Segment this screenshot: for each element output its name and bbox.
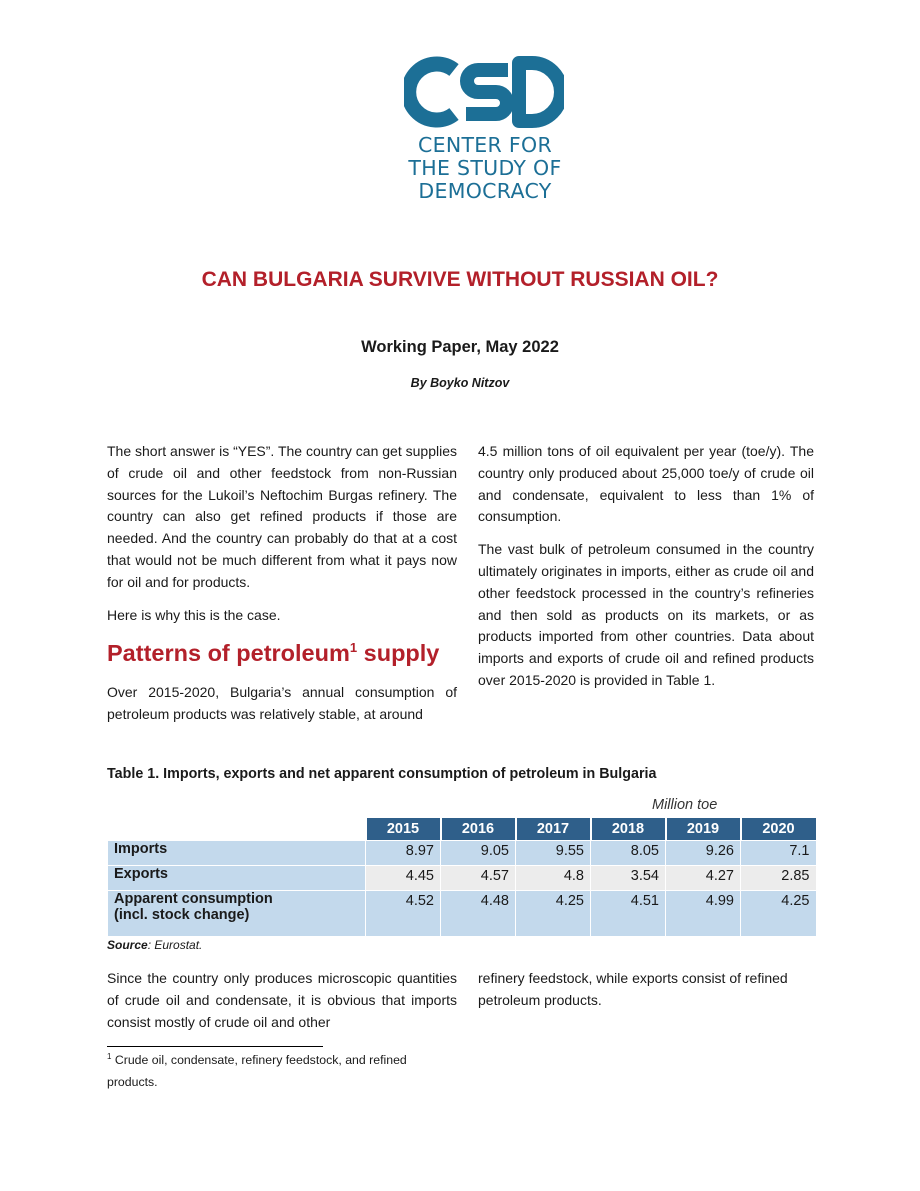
table-cell: 4.52 xyxy=(366,891,441,937)
table-cell: 4.57 xyxy=(441,866,516,891)
csd-logo-mark xyxy=(404,56,564,128)
source-text: : Eurostat. xyxy=(147,938,203,952)
footnote-ref[interactable]: 1 xyxy=(349,640,358,656)
source-label: Source xyxy=(107,938,148,952)
table-row xyxy=(108,891,816,937)
table-source xyxy=(107,938,202,952)
table-cell: 3.54 xyxy=(591,866,666,891)
row-label xyxy=(108,891,366,937)
body-column-left xyxy=(107,441,457,737)
footnote-divider xyxy=(107,1046,323,1047)
table-cell: 8.97 xyxy=(366,841,441,866)
table-cell: 4.27 xyxy=(666,866,741,891)
table-cell: 4.99 xyxy=(666,891,741,937)
paragraph-imports: The vast bulk of petroleum consumed in the country ultimately originates in imports, either as crude oil and other feedstock processed in the country’s refineries and then sold as products on its markets, or as products imported from other countries. Data about imports and exports of crude oil and refined products over 2015-2020 is provided in Table 1. xyxy=(478,541,814,688)
table-row xyxy=(108,841,816,866)
table-cell: 8.05 xyxy=(591,841,666,866)
table-cell: 4.25 xyxy=(741,891,816,937)
table-row xyxy=(108,866,816,891)
section-heading xyxy=(107,638,457,668)
paragraph-why: Here is why this is the case. xyxy=(107,606,281,623)
table-corner xyxy=(108,818,366,841)
logo-wordmark xyxy=(406,134,564,203)
logo-line-2: THE STUDY OF xyxy=(408,156,562,180)
paper-subtitle: Working Paper, May 2022 xyxy=(361,338,559,356)
table-cell: 9.05 xyxy=(441,841,516,866)
year-header: 2016 xyxy=(441,818,516,841)
logo-line-3: DEMOCRACY xyxy=(418,179,552,203)
table-caption: Table 1. Imports, exports and net apparent consumption of petroleum in Bulgaria xyxy=(107,766,657,782)
table-cell: 4.8 xyxy=(516,866,591,891)
paragraph-imports-composition: Since the country only produces microscopic quantities of crude oil and condensate, it is obvious that imports consist mostly of crude oil and other xyxy=(107,970,457,1030)
table-cell: 7.1 xyxy=(741,841,816,866)
row-label: Exports xyxy=(108,866,366,891)
csd-logo xyxy=(404,56,564,206)
author-byline: By Boyko Nitzov xyxy=(410,376,510,390)
paragraph-consumption: Over 2015-2020, Bulgaria’s annual consumption of petroleum products was relatively stable, at around xyxy=(107,684,457,723)
year-header: 2015 xyxy=(366,818,441,841)
paper-title: CAN BULGARIA SURVIVE WITHOUT RUSSIAN OIL? xyxy=(201,268,719,291)
row-label-line-1: Apparent consumption xyxy=(114,891,273,907)
table-cell: 4.48 xyxy=(441,891,516,937)
table-header-row xyxy=(108,818,816,841)
body-column-left-lower xyxy=(107,968,457,1044)
body-column-right-lower xyxy=(478,968,814,1023)
paragraph-production: 4.5 million tons of oil equivalent per year (toe/y). The country only produced about 25,000 toe/y of crude oil and condensate, equivalent to less than 1% of consumption. xyxy=(478,443,814,525)
table-cell: 4.25 xyxy=(516,891,591,937)
logo-line-1: CENTER FOR xyxy=(417,133,552,157)
table-cell: 9.55 xyxy=(516,841,591,866)
year-header: 2018 xyxy=(591,818,666,841)
data-table xyxy=(107,818,816,936)
year-header: 2017 xyxy=(516,818,591,841)
body-column-right xyxy=(478,441,814,703)
section-heading-tail: supply xyxy=(357,640,440,667)
table-cell: 4.45 xyxy=(366,866,441,891)
paragraph-short-answer: The short answer is “YES”. The country can get supplies of crude oil and other feedstock from non-Russian sources for the Lukoil’s Neftochim Burgas refinery. The country can also get refined products if those are needed. And the country can probably do that at a cost that would not be much different from what it pays now for oil and for products. xyxy=(107,443,457,590)
section-heading-text: Patterns of petroleum xyxy=(107,640,350,667)
paragraph-exports-composition: refinery feedstock, while exports consist of refined petroleum products. xyxy=(478,970,788,1008)
footnote xyxy=(107,1050,452,1093)
table-cell: 9.26 xyxy=(666,841,741,866)
year-header: 2019 xyxy=(666,818,741,841)
year-header: 2020 xyxy=(741,818,816,841)
row-label: Imports xyxy=(108,841,366,866)
table-cell: 4.51 xyxy=(591,891,666,937)
footnote-text: Crude oil, condensate, refinery feedstock, and refined products. xyxy=(107,1053,407,1089)
table-cell: 2.85 xyxy=(741,866,816,891)
footnote-number: 1 xyxy=(107,1052,112,1061)
row-label-line-2: (incl. stock change) xyxy=(114,907,250,923)
table-unit: Million toe xyxy=(652,797,718,813)
